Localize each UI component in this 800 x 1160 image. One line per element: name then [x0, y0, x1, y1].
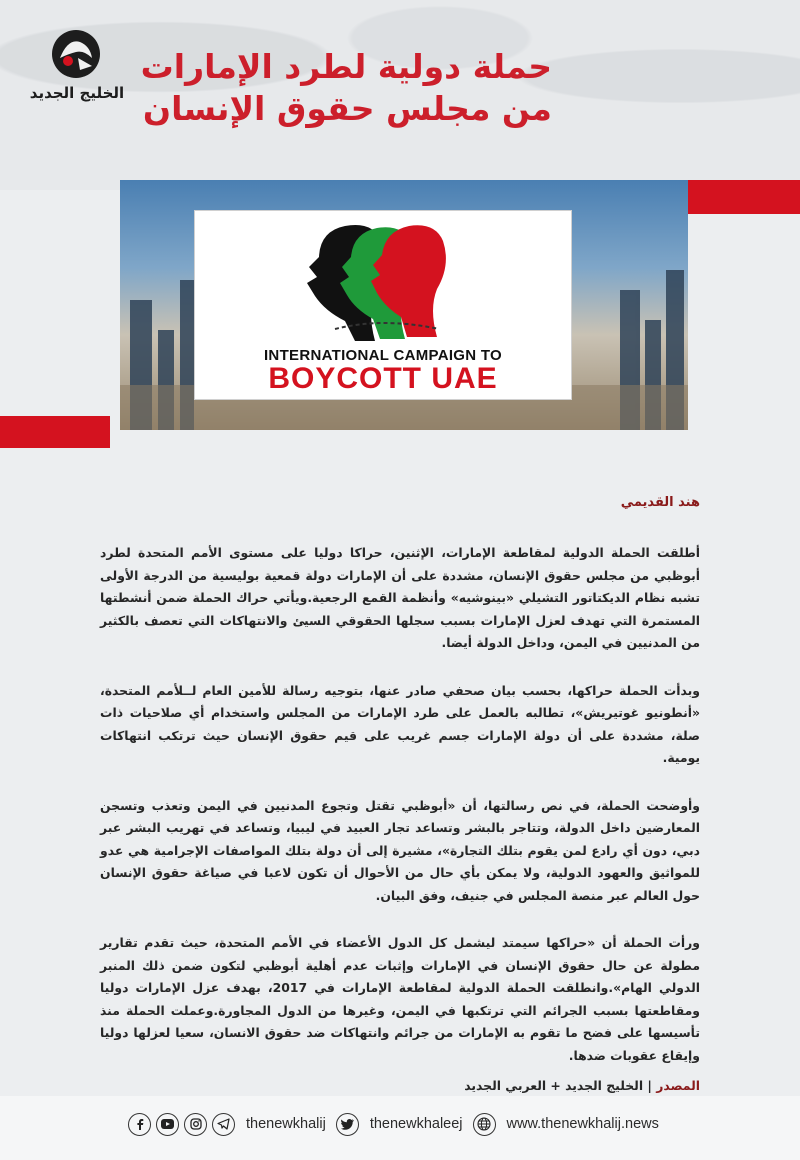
handle-thenewkhalij[interactable]: thenewkhalij [246, 1116, 326, 1132]
globe-icon[interactable] [473, 1113, 496, 1136]
paragraph-3: وأوضحت الحملة، في نص رسالتها، أن «أبوظبي تقتل وتجوع المدنيين في اليمن وتعذب وتسجن المعارضين داخل الدولة، وتتاجر بالبشر وتساعد تجار العبيد في ليبيا، وتساعد في تهريب البشر عبر دبي، دون أي رادع لمن يقوم بتلك التجارة»، مشيرة إلى أن دولة بتلك المواصفات الإجرامية هي عدو للمواثيق والعهود الدولية، ولا يمكن بأي حال من الأحوال أن تكون لاعبا في صياغة حقوق الإنسان حول العالم عبر منصة المجلس في جنيف، وفق البيان. [100, 797, 700, 903]
instagram-icon[interactable] [184, 1113, 207, 1136]
source-value: الخليج الجديد + العربي الجديد [464, 1078, 644, 1093]
red-accent-bar-left [0, 416, 110, 448]
campaign-faces-logo [195, 211, 571, 351]
telegram-icon[interactable] [212, 1113, 235, 1136]
twitter-icon[interactable] [336, 1113, 359, 1136]
article-body [100, 495, 700, 1092]
campaign-line-1: INTERNATIONAL CAMPAIGN TO [263, 347, 503, 364]
facebook-icon[interactable] [128, 1113, 151, 1136]
paragraph-2: وبدأت الحملة حراكها، بحسب بيان صحفي صادر عنها، بتوجيه رسالة للأمين العام لــلأمم المتحدة، «أنطونيو غوتيريش»، تطالبه بالعمل على طرد الإمارات من المجلس واستخدام أي صلاحيات ذات صلة، مشددة على أن دولة الإمارات جسم غريب على قيم حقوق الإنسان حيث ترتكب انتهاكات يومية. [100, 682, 700, 765]
title-line-2: من مجلس حقوق الإنسان [142, 89, 552, 128]
logo-mark-icon [50, 28, 102, 80]
red-accent-bar-right [688, 180, 800, 214]
source-separator: | [647, 1078, 652, 1093]
source-line [464, 1078, 700, 1093]
paragraph-4: ورأت الحملة أن «حراكها سيمتد ليشمل كل الدول الأعضاء في الأمم المتحدة، حيث تقدم تقارير مطولة عن حال حقوق الإنسان في الإمارات وإثبات عدم أهلية أبوظبي لتكون ضمن ذلك المنبر الدولي الهام».وانطلقت الحملة الدولية لمقاطعة الإمارات في 2017، بهدف عزل الإمارات دوليا ومقاطعتها بسبب الجرائم التي ترتكبها في اليمن، وغيرها من الدول المجاورة.وعملت الحملة منذ تأسيسها على فضح ما تقوم به الإمارات من جرائم وانتهاكات ضد حقوق الانسان، سعيا لعزلها دوليا وإيقاع عقوبات ضدها. [100, 935, 700, 1063]
campaign-poster [194, 210, 572, 400]
social-links [128, 1110, 669, 1138]
brand-name: الخليج الجديد [29, 84, 125, 102]
youtube-icon[interactable] [156, 1113, 179, 1136]
brand-logo[interactable] [22, 28, 132, 112]
author-name: هند القديمي [620, 495, 700, 510]
handle-thenewkhaleej[interactable]: thenewkhaleej [369, 1116, 463, 1132]
footer-bar [0, 1096, 800, 1160]
paragraph-1: أطلقت الحملة الدولية لمقاطعة الإمارات، الإثنين، حراكا دوليا على مستوى الأمم المتحدة لطرد أبوظبي من مجلس حقوق الإنسان، مشددة على أن الإمارات دولة قمعية بوليسية من الدرجة الأولى تشبه نظام الديكتاتور التشيلي «بينوشيه» وأنظمة القمع الرجعية.ويأتي حراك الحملة ضمن أنشطتها المستمرة التي تهدف لعزل الإمارات بسبب سجلها الحقوقي السيئ والانتهاكات التي تعصف بالكثير من المدنيين في اليمن، وداخل الدولة أيضا. [100, 545, 700, 650]
campaign-line-2: BOYCOTT UAE [268, 362, 498, 395]
website-link[interactable]: www.thenewkhalij.news [506, 1116, 659, 1132]
page-title [141, 46, 552, 130]
source-label: المصدر [656, 1078, 700, 1093]
title-line-1: حملة دولية لطرد الإمارات [140, 47, 552, 86]
